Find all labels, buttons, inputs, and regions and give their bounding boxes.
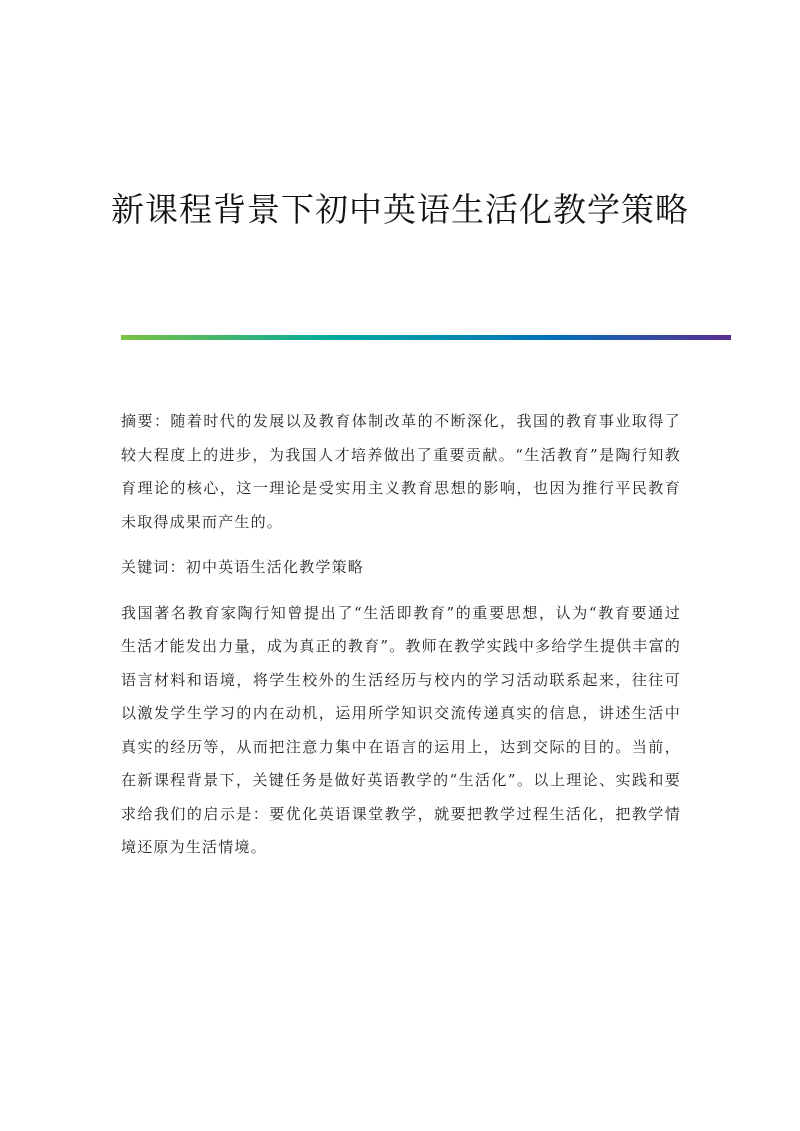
document-title: 新课程背景下初中英语生活化教学策略 (111, 190, 689, 229)
abstract-paragraph: 摘要：随着时代的发展以及教育体制改革的不断深化，我国的教育事业取得了较大程度上的进步，为我国人才培养做出了重要贡献。“生活教育”是陶行知教育理论的核心，这一理论是受实用主义教育思想的影响，也因为推行平民教育未取得成果而产生的。 (121, 412, 681, 531)
keywords-line: 关键词：初中英语生活化教学策略 (121, 558, 365, 576)
body-paragraph: 我国著名教育家陶行知曾提出了“生活即教育”的重要思想，认为“教育要通过生活才能发出力量，成为真正的教育”。教师在教学实践中多给学生提供丰富的语言材料和语境，将学生校外的生活经历与校内的学习活动联系起来，往往可以激发学生学习的内在动机，运用所学知识交流传递真实的信息，讲述生活中真实的经历等，从而把注意力集中在语言的运用上，达到交际的目的。当前，在新课程背景下，关键任务是做好英语教学的“生活化”。以上理论、实践和要求给我们的启示是：要优化英语课堂教学，就要把教学过程生活化，把教学情境还原为生活情境。 (121, 603, 681, 856)
document-body (121, 405, 681, 877)
title-divider (121, 335, 731, 340)
